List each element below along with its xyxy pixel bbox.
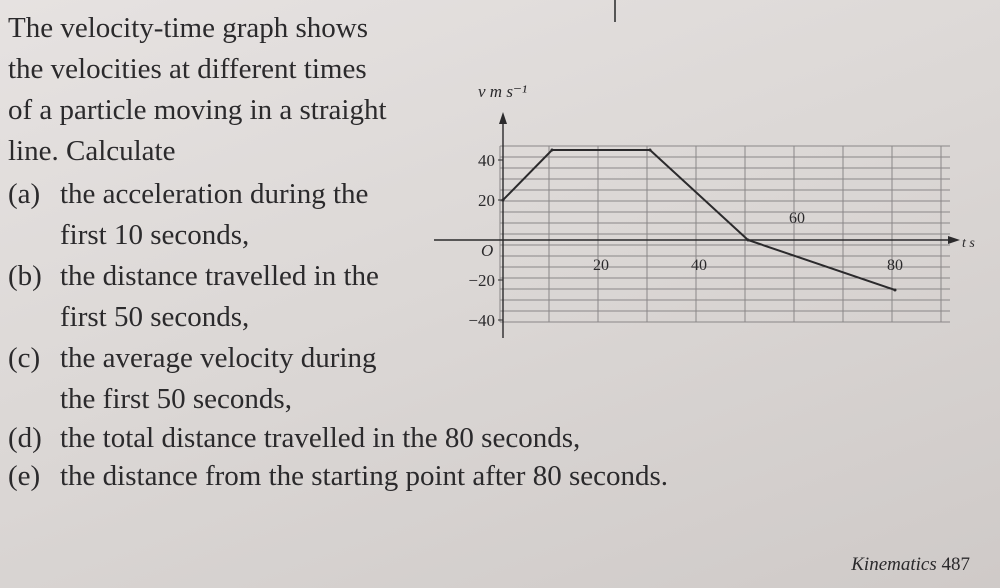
x-tick-label: 40 xyxy=(691,257,707,274)
part-c-cont: the first 50 seconds, xyxy=(60,383,292,415)
y-axis-label: v m s⁻¹ xyxy=(478,82,528,101)
part-b-cont: first 50 seconds, xyxy=(60,301,250,333)
y-tick-label: 20 xyxy=(478,191,495,210)
part-a-cont: first 10 seconds, xyxy=(60,219,250,251)
data-point xyxy=(502,199,505,202)
y-tick-label: −20 xyxy=(468,271,495,290)
part-label: (a) xyxy=(8,178,41,210)
part-text: the acceleration during the xyxy=(60,178,369,210)
y-tick-label: 40 xyxy=(478,151,495,170)
origin-label: O xyxy=(481,241,494,260)
part-label: (c) xyxy=(8,342,41,374)
y-tick-label: −40 xyxy=(468,311,495,330)
intro-line: the velocities at different times xyxy=(8,53,367,85)
data-point xyxy=(894,289,897,292)
part-text: the distance from the starting point after 80 seconds. xyxy=(60,460,669,492)
part-label: (b) xyxy=(8,260,42,292)
x-axis-label: t s xyxy=(962,236,975,251)
data-point xyxy=(551,149,554,152)
part-label: (e) xyxy=(8,460,41,492)
x-tick-label: 80 xyxy=(887,257,903,274)
footer-section: Kinematics xyxy=(851,554,937,575)
footer-page-number: 487 xyxy=(941,554,970,575)
intro-line: The velocity-time graph shows xyxy=(8,12,368,44)
x-axis-arrow xyxy=(948,236,960,244)
page-footer xyxy=(851,554,970,576)
intro-line: of a particle moving in a straight xyxy=(8,94,387,126)
data-point xyxy=(747,239,750,242)
data-point xyxy=(649,149,652,152)
x-tick-label: 60 xyxy=(789,210,805,227)
part-text: the distance travelled in the xyxy=(60,260,379,292)
part-text: the average velocity during xyxy=(60,342,377,374)
y-axis-arrow xyxy=(499,112,507,124)
intro-line: line. Calculate xyxy=(8,135,176,167)
x-tick-label: 20 xyxy=(593,257,609,274)
part-text: the total distance travelled in the 80 seconds, xyxy=(60,422,581,454)
part-label: (d) xyxy=(8,422,42,454)
